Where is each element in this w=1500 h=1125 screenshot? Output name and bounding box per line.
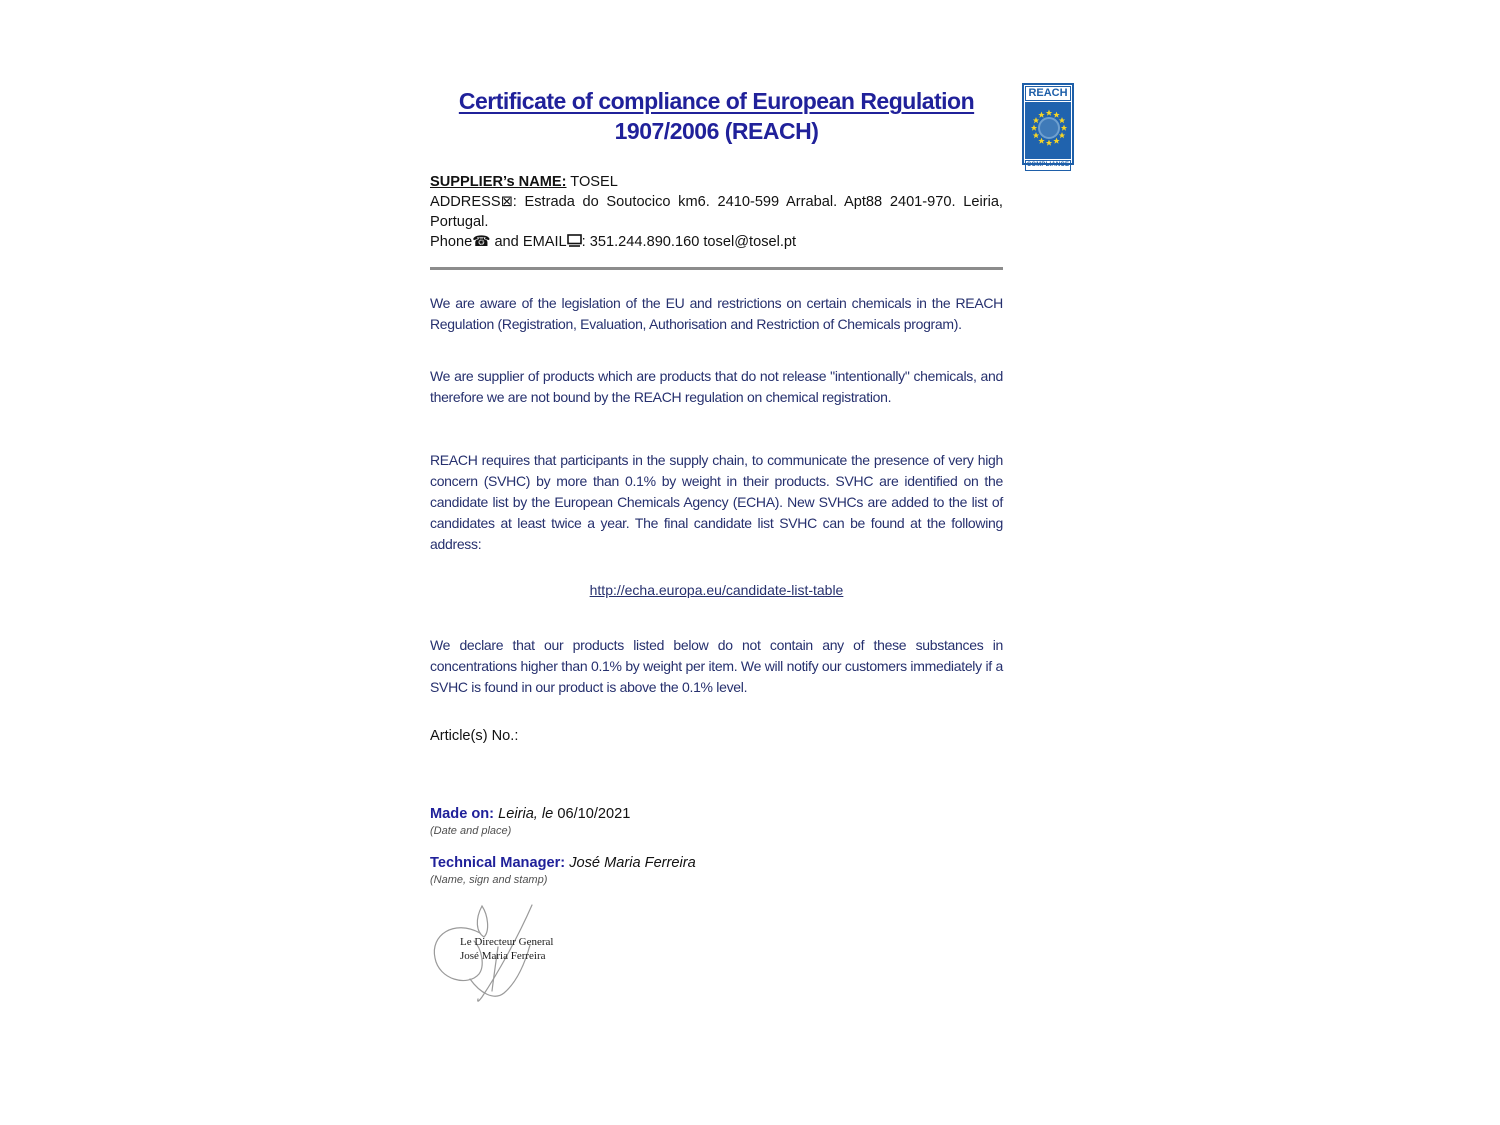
- made-on-place: Leiria, le: [494, 806, 558, 822]
- supplier-block: [430, 172, 1003, 252]
- title-line-2: 1907/2006 (REACH): [614, 118, 819, 144]
- signature-scribble-icon: [422, 903, 622, 1033]
- reach-compliance-logo: [1022, 83, 1074, 168]
- title-line-1: Certificate of compliance of European Regulation: [458, 88, 975, 114]
- candidate-list-link[interactable]: http://echa.europa.eu/candidate-list-table: [589, 582, 844, 598]
- phone-email-value: : 351.244.890.160 tosel@tosel.pt: [581, 234, 797, 250]
- signature-area: [422, 903, 622, 1033]
- supplier-name-label: SUPPLIER’s NAME:: [430, 174, 567, 190]
- computer-icon: [567, 234, 582, 247]
- supplier-name-value: TOSEL: [566, 174, 618, 190]
- email-label: and EMAIL: [490, 234, 567, 250]
- signature-title: Le Directeur General: [460, 936, 554, 948]
- document-title: [430, 86, 1003, 146]
- technical-manager-line: [430, 853, 1003, 887]
- eu-stars-icon: [1025, 102, 1073, 154]
- supplier-phone-line: [430, 232, 1003, 252]
- supplier-name-line: [430, 172, 1003, 192]
- reach-logo-title: REACH: [1025, 86, 1071, 101]
- made-on-date: 06/10/2021: [557, 806, 631, 822]
- document-content: [430, 86, 1003, 1033]
- articles-label: Article(s) No.:: [430, 728, 519, 744]
- address-value: : Estrada do Soutocico km6. 2410-599 Arrabal. Apt88 2401-970. Leiria, Portugal.: [430, 194, 1003, 230]
- supplier-address-line: [430, 192, 1003, 232]
- signature-stamp-text: [460, 935, 590, 963]
- reach-logo-compliance: COMPLIANCE: [1025, 160, 1071, 171]
- envelope-icon: ⊠: [500, 193, 513, 210]
- paragraph-supplier-statement: We are supplier of products which are products that do not release "intentionally" chemicals, and therefore we are not bound by the REACH regulation on chemical registration.: [430, 368, 1003, 405]
- paragraph-declaration: We declare that our products listed below do not contain any of these substances in concentrations higher than 0.1% by weight per item. We will notify our customers immediately if a SVHC is found in our product is above the 0.1% level.: [430, 637, 1003, 695]
- date-place-note: (Date and place): [430, 825, 512, 837]
- candidate-list-link-line: [430, 580, 1003, 601]
- phone-label: Phone: [430, 234, 473, 250]
- paragraph-awareness: We are aware of the legislation of the EU and restrictions on certain chemicals in the REACH Regulation (Registration, Evaluation, Authorisation and Restriction of Chemicals program).: [430, 295, 1003, 332]
- name-sign-stamp-note: (Name, sign and stamp): [430, 874, 548, 886]
- signature-name: José Maria Ferreira: [460, 950, 546, 962]
- technical-manager-label: Technical Manager:: [430, 855, 566, 871]
- section-divider: [430, 267, 1003, 270]
- made-on-label: Made on:: [430, 806, 495, 822]
- made-on-line: [430, 804, 1003, 838]
- address-label: ADDRESS: [430, 194, 501, 210]
- phone-icon: ☎: [472, 233, 491, 250]
- eu-stars-emblem: [1025, 102, 1071, 159]
- paragraph-reach-requirements: REACH requires that participants in the supply chain, to communicate the presence of very high concern (SVHC) by more than 0.1% by weight in their products. SVHC are identified on the candidate list by the European Chemicals Agency (ECHA). New SVHCs are added to the list of candidates at least twice a year. The final candidate list SVHC can be found at the following address:: [430, 452, 1003, 552]
- technical-manager-name: José Maria Ferreira: [565, 855, 696, 871]
